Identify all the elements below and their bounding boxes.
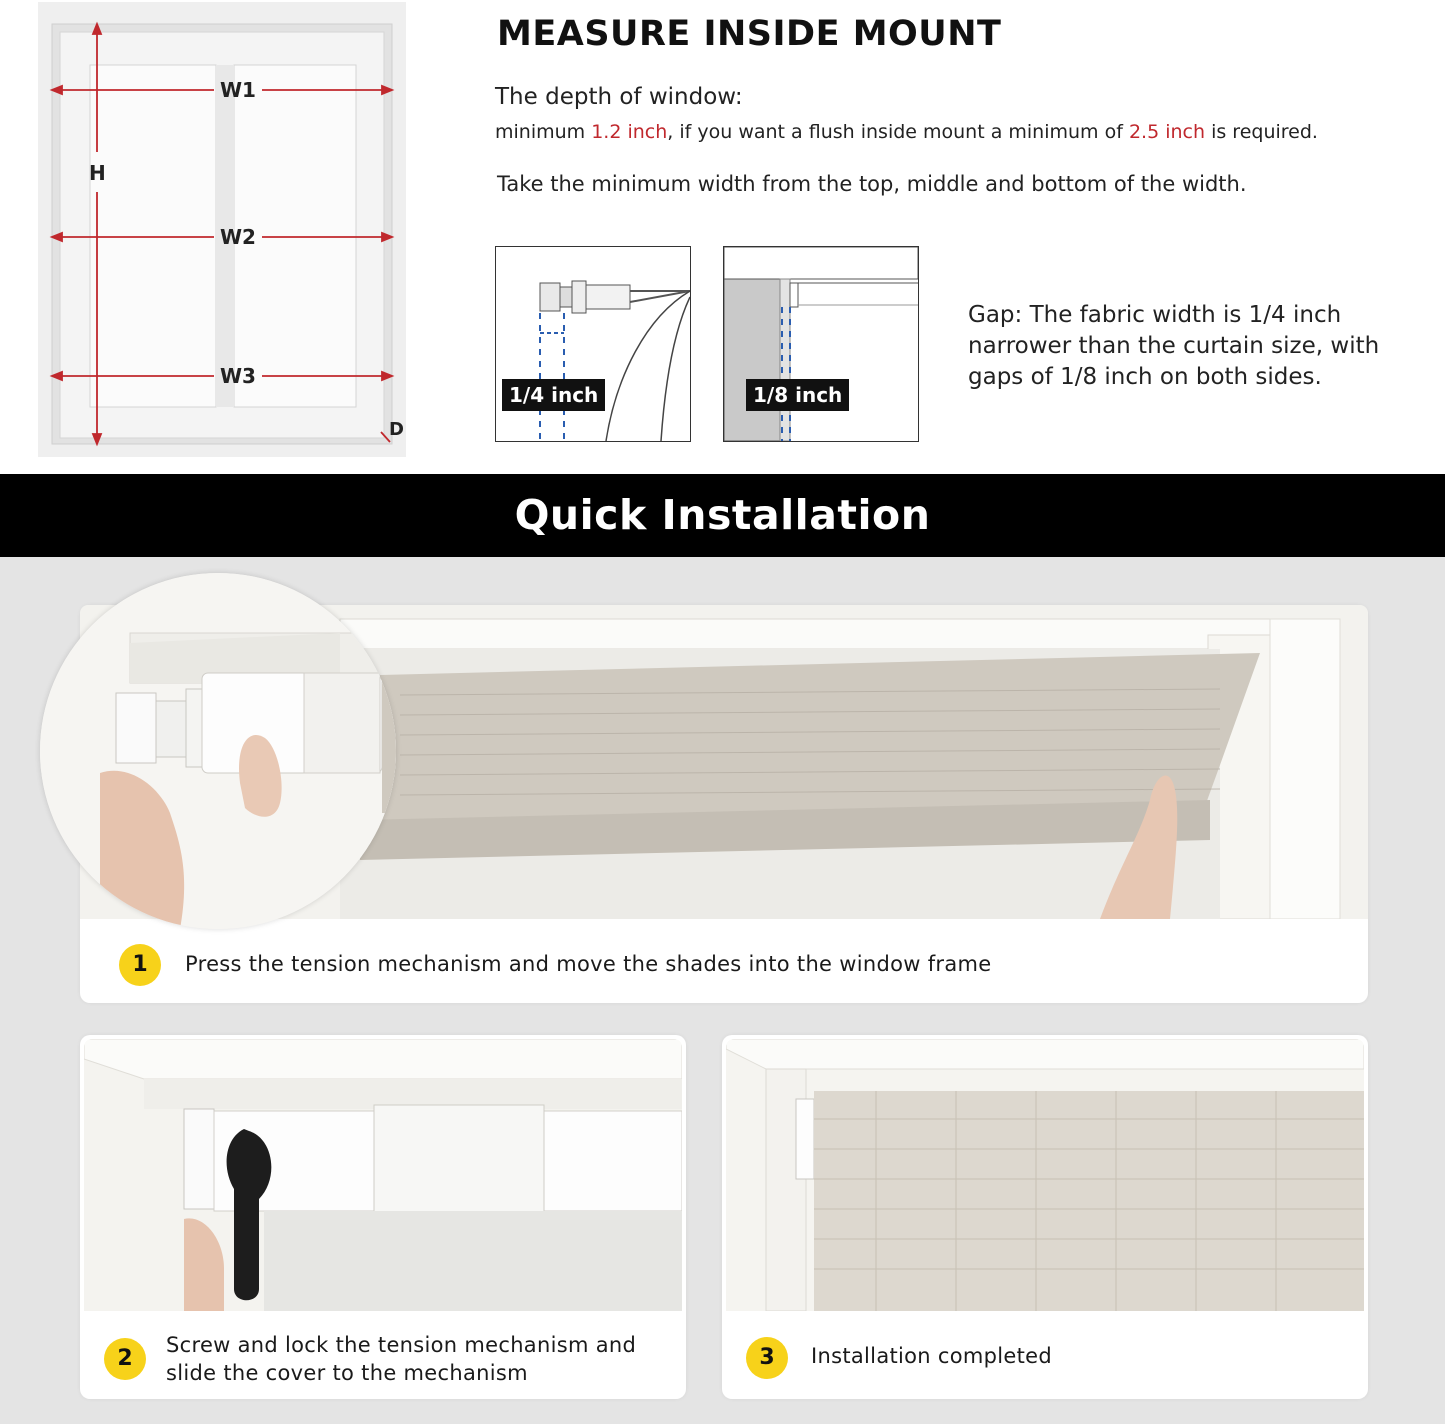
depth-prefix: minimum <box>495 121 592 143</box>
step-2-text <box>166 1331 636 1387</box>
depth-middle: , if you want a flush inside mount a minimum of <box>667 121 1129 143</box>
depth-min-value: 1.2 inch <box>591 121 668 143</box>
tension-mechanism-closeup <box>40 573 396 929</box>
quick-installation-banner <box>0 474 1445 557</box>
step-2-card <box>80 1035 686 1399</box>
depth-suffix: is required. <box>1205 121 1318 143</box>
window-measurement-diagram <box>38 2 406 457</box>
step-3-card <box>722 1035 1368 1399</box>
w1-label: W1 <box>220 78 256 102</box>
step-1-badge: 1 <box>119 944 161 986</box>
h-label: H <box>89 161 106 185</box>
step-2-text-line1: Screw and lock the tension mechanism and <box>166 1333 637 1357</box>
depth-flush-value: 2.5 inch <box>1128 121 1206 143</box>
depth-requirement <box>495 121 1318 143</box>
step-1-text: Press the tension mechanism and move the shades into the window frame <box>185 952 992 976</box>
w3-label: W3 <box>220 364 256 388</box>
banner-title: Quick Installation <box>514 491 931 539</box>
step-2-badge: 2 <box>104 1338 146 1380</box>
gap-diagram-eighth <box>723 246 919 442</box>
gap-quarter-label: 1/4 inch <box>502 379 605 411</box>
w2-label: W2 <box>220 225 256 249</box>
gap-eighth-label: 1/8 inch <box>746 379 849 411</box>
d-label: D <box>389 419 404 440</box>
step-2-photo <box>84 1039 682 1311</box>
gap-description: Gap: The fabric width is 1/4 inch narrower than the curtain size, with gaps of 1/8 inch on both sides. <box>968 302 1380 390</box>
rod-bracket-illustration <box>496 247 690 441</box>
step-3-badge: 3 <box>746 1337 788 1379</box>
gap-diagram-quarter <box>495 246 691 442</box>
step-3-text: Installation completed <box>811 1344 1053 1368</box>
width-instruction: Take the minimum width from the top, middle and bottom of the width. <box>497 172 1247 196</box>
step-2-text-line2: slide the cover to the mechanism <box>166 1361 528 1385</box>
measure-title: MEASURE INSIDE MOUNT <box>497 14 1002 54</box>
frame-gap-illustration <box>724 247 918 441</box>
step-3-photo <box>726 1039 1364 1311</box>
depth-label: The depth of window: <box>495 84 743 110</box>
